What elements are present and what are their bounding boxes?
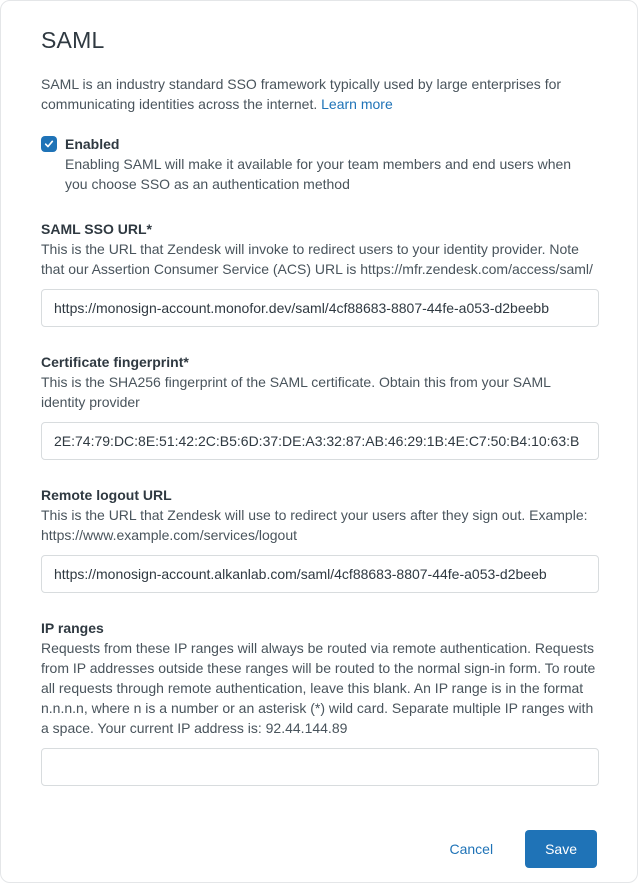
enabled-checkbox[interactable]	[41, 136, 57, 152]
enabled-description: Enabling SAML will make it available for your team members and end users when you choose SSO as an authentication method	[65, 156, 572, 192]
certificate-fingerprint-section	[41, 354, 597, 460]
certificate-fingerprint-description: This is the SHA256 fingerprint of the SAML certificate. Obtain this from your SAML identity provider	[41, 374, 551, 410]
enabled-section	[41, 136, 597, 194]
remote-logout-url-input[interactable]	[41, 555, 599, 593]
checkmark-icon	[44, 139, 54, 149]
sso-url-section	[41, 221, 597, 327]
footer-actions	[41, 830, 597, 868]
save-button[interactable]: Save	[525, 830, 597, 868]
certificate-fingerprint-input[interactable]	[41, 422, 599, 460]
page-title: SAML	[41, 27, 105, 53]
intro-text-body: SAML is an industry standard SSO framework typically used by large enterprises for communicating identities across the internet.	[41, 76, 562, 112]
remote-logout-url-section	[41, 487, 597, 593]
remote-logout-url-description: This is the URL that Zendesk will use to redirect your users after they sign out. Example: https://www.example.com/services/logout	[41, 507, 588, 543]
ip-ranges-section	[41, 620, 597, 786]
remote-logout-url-label: Remote logout URL	[41, 487, 172, 503]
ip-ranges-label: IP ranges	[41, 620, 104, 636]
intro-text	[41, 74, 597, 114]
sso-url-label: SAML SSO URL*	[41, 221, 152, 237]
sso-url-input[interactable]	[41, 289, 599, 327]
ip-ranges-description: Requests from these IP ranges will always be routed via remote authentication. Requests from IP addresses outside these ranges will be routed to the normal sign-in form. To route all requests through remote authentication, leave this blank. An IP range is in the format n.n.n.n, where n is a number or an asterisk (*) wild card. Separate multiple IP ranges with a space. Your current IP address is: 92.44.144.89	[41, 640, 596, 736]
certificate-fingerprint-label: Certificate fingerprint*	[41, 354, 189, 370]
enabled-label[interactable]: Enabled	[65, 136, 120, 152]
ip-ranges-input[interactable]	[41, 748, 599, 786]
learn-more-link[interactable]: Learn more	[321, 96, 393, 112]
sso-url-description: This is the URL that Zendesk will invoke to redirect users to your identity provider. Note that our Assertion Consumer Service (ACS) URL is https://mfr.zendesk.com/access/saml/	[41, 241, 593, 277]
cancel-button[interactable]: Cancel	[449, 841, 494, 857]
